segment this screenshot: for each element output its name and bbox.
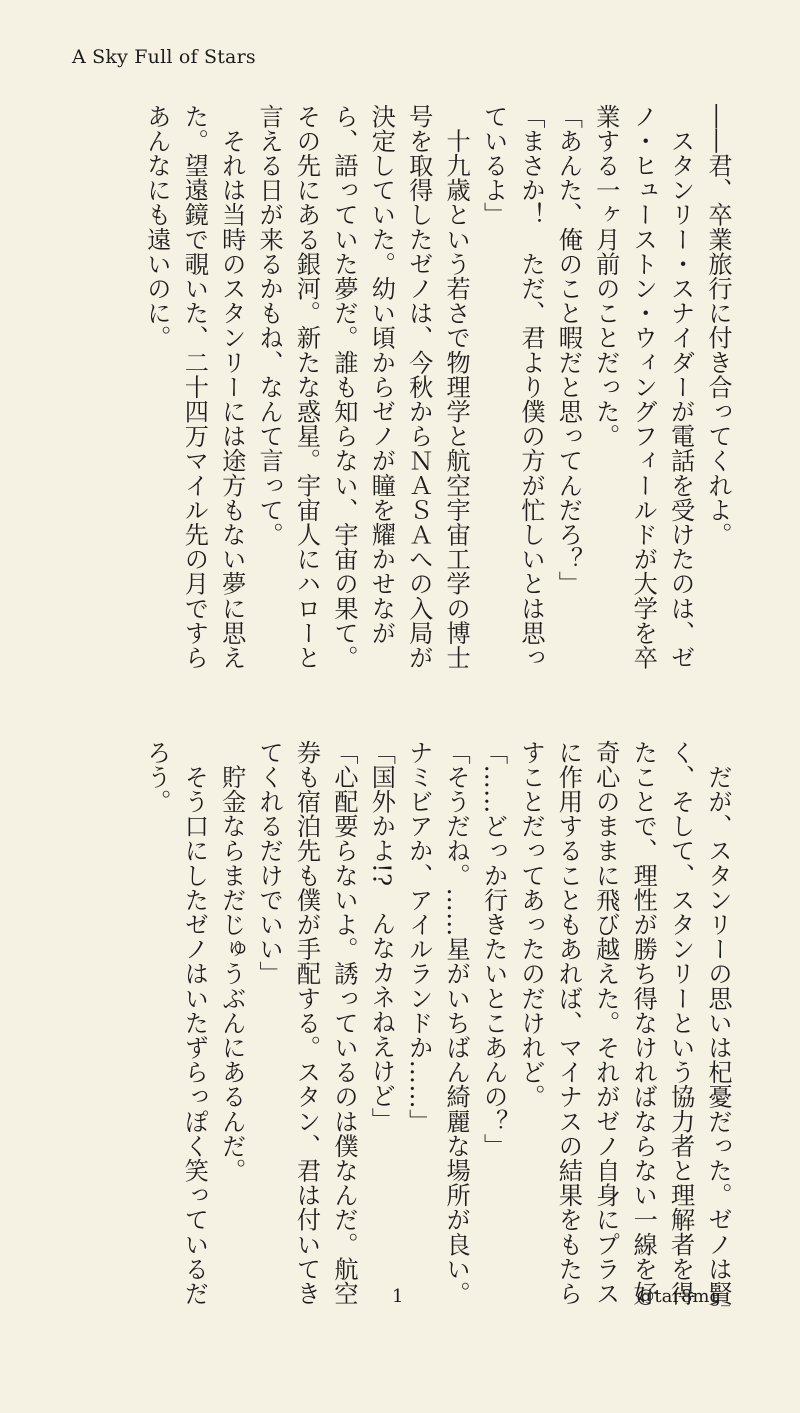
paragraph: 「あんた、俺のこと暇だと思ってんだろ？」 xyxy=(554,104,583,596)
paragraph: 「まさか！ ただ、君より僕の方が忙しいとは思っているよ」 xyxy=(479,104,545,670)
paragraph: 「そうだね。……星がいちばん綺麗な場所が良い。ナミビアか、アイルランドか……」 xyxy=(404,740,471,1306)
paragraph: ――君、卒業旅行に付き合ってくれよ。 xyxy=(704,104,732,547)
paragraph: 「心配要らないよ。誘っているのは僕なんだ。航空券も宿泊先も僕が手配する。スタン、君は付いてきてくれるだけでいい」 xyxy=(255,740,358,1306)
page-number: 1 xyxy=(392,1286,404,1307)
paragraph: それは当時のスタンリーには途方もない夢に思えた。望遠鏡で覗いた、二十四万マイル先の月ですらあんなにも遠いのに。 xyxy=(142,104,246,670)
book-title: A Sky Full of Stars xyxy=(72,46,256,68)
paragraph: スタンリー・スナイダーが電話を受けたのは、ゼノ・ヒューストン・ウィングフィールドが大学を卒業する一ヶ月前のことだった。 xyxy=(591,104,695,670)
author-handle: @tar8mg_ xyxy=(636,1286,730,1307)
paragraph: だが、スタンリーの思いは杞憂だった。ゼノは賢く、そして、スタンリーという協力者と理解者を得たことで、理性が勝ち得なければならない一線を好奇心のままに飛び越えた。それがゼノ自身にプラスに作用することもあれば、マイナスの結果をもたらすことだってあったのだけれど。 xyxy=(516,740,732,1306)
text-block-bottom xyxy=(76,740,736,1306)
paragraph: 「……どっか行きたいとこあんの？」 xyxy=(479,740,508,1159)
paragraph: 十九歳という若さで物理学と航空宇宙工学の博士号を取得したゼノは、今秋からＮＡＳＡへの入局が決定していた。幼い頃からゼノが瞳を耀かせながら、語っていた夢だ。誰も知らない、宇宙の果て。その先にある銀河。新たな惑星。宇宙人にハローと言える日が来るかもね、なんて言って。 xyxy=(255,104,471,670)
text-block-top xyxy=(76,104,736,670)
paragraph: 「国外かよ!? んなカネねえけど」 xyxy=(367,740,396,1133)
paragraph: 貯金ならまだじゅうぶんにあるんだ。 xyxy=(217,740,246,1183)
paragraph: そう口にしたゼノはいたずらっぽく笑っているだろう。 xyxy=(142,740,209,1306)
